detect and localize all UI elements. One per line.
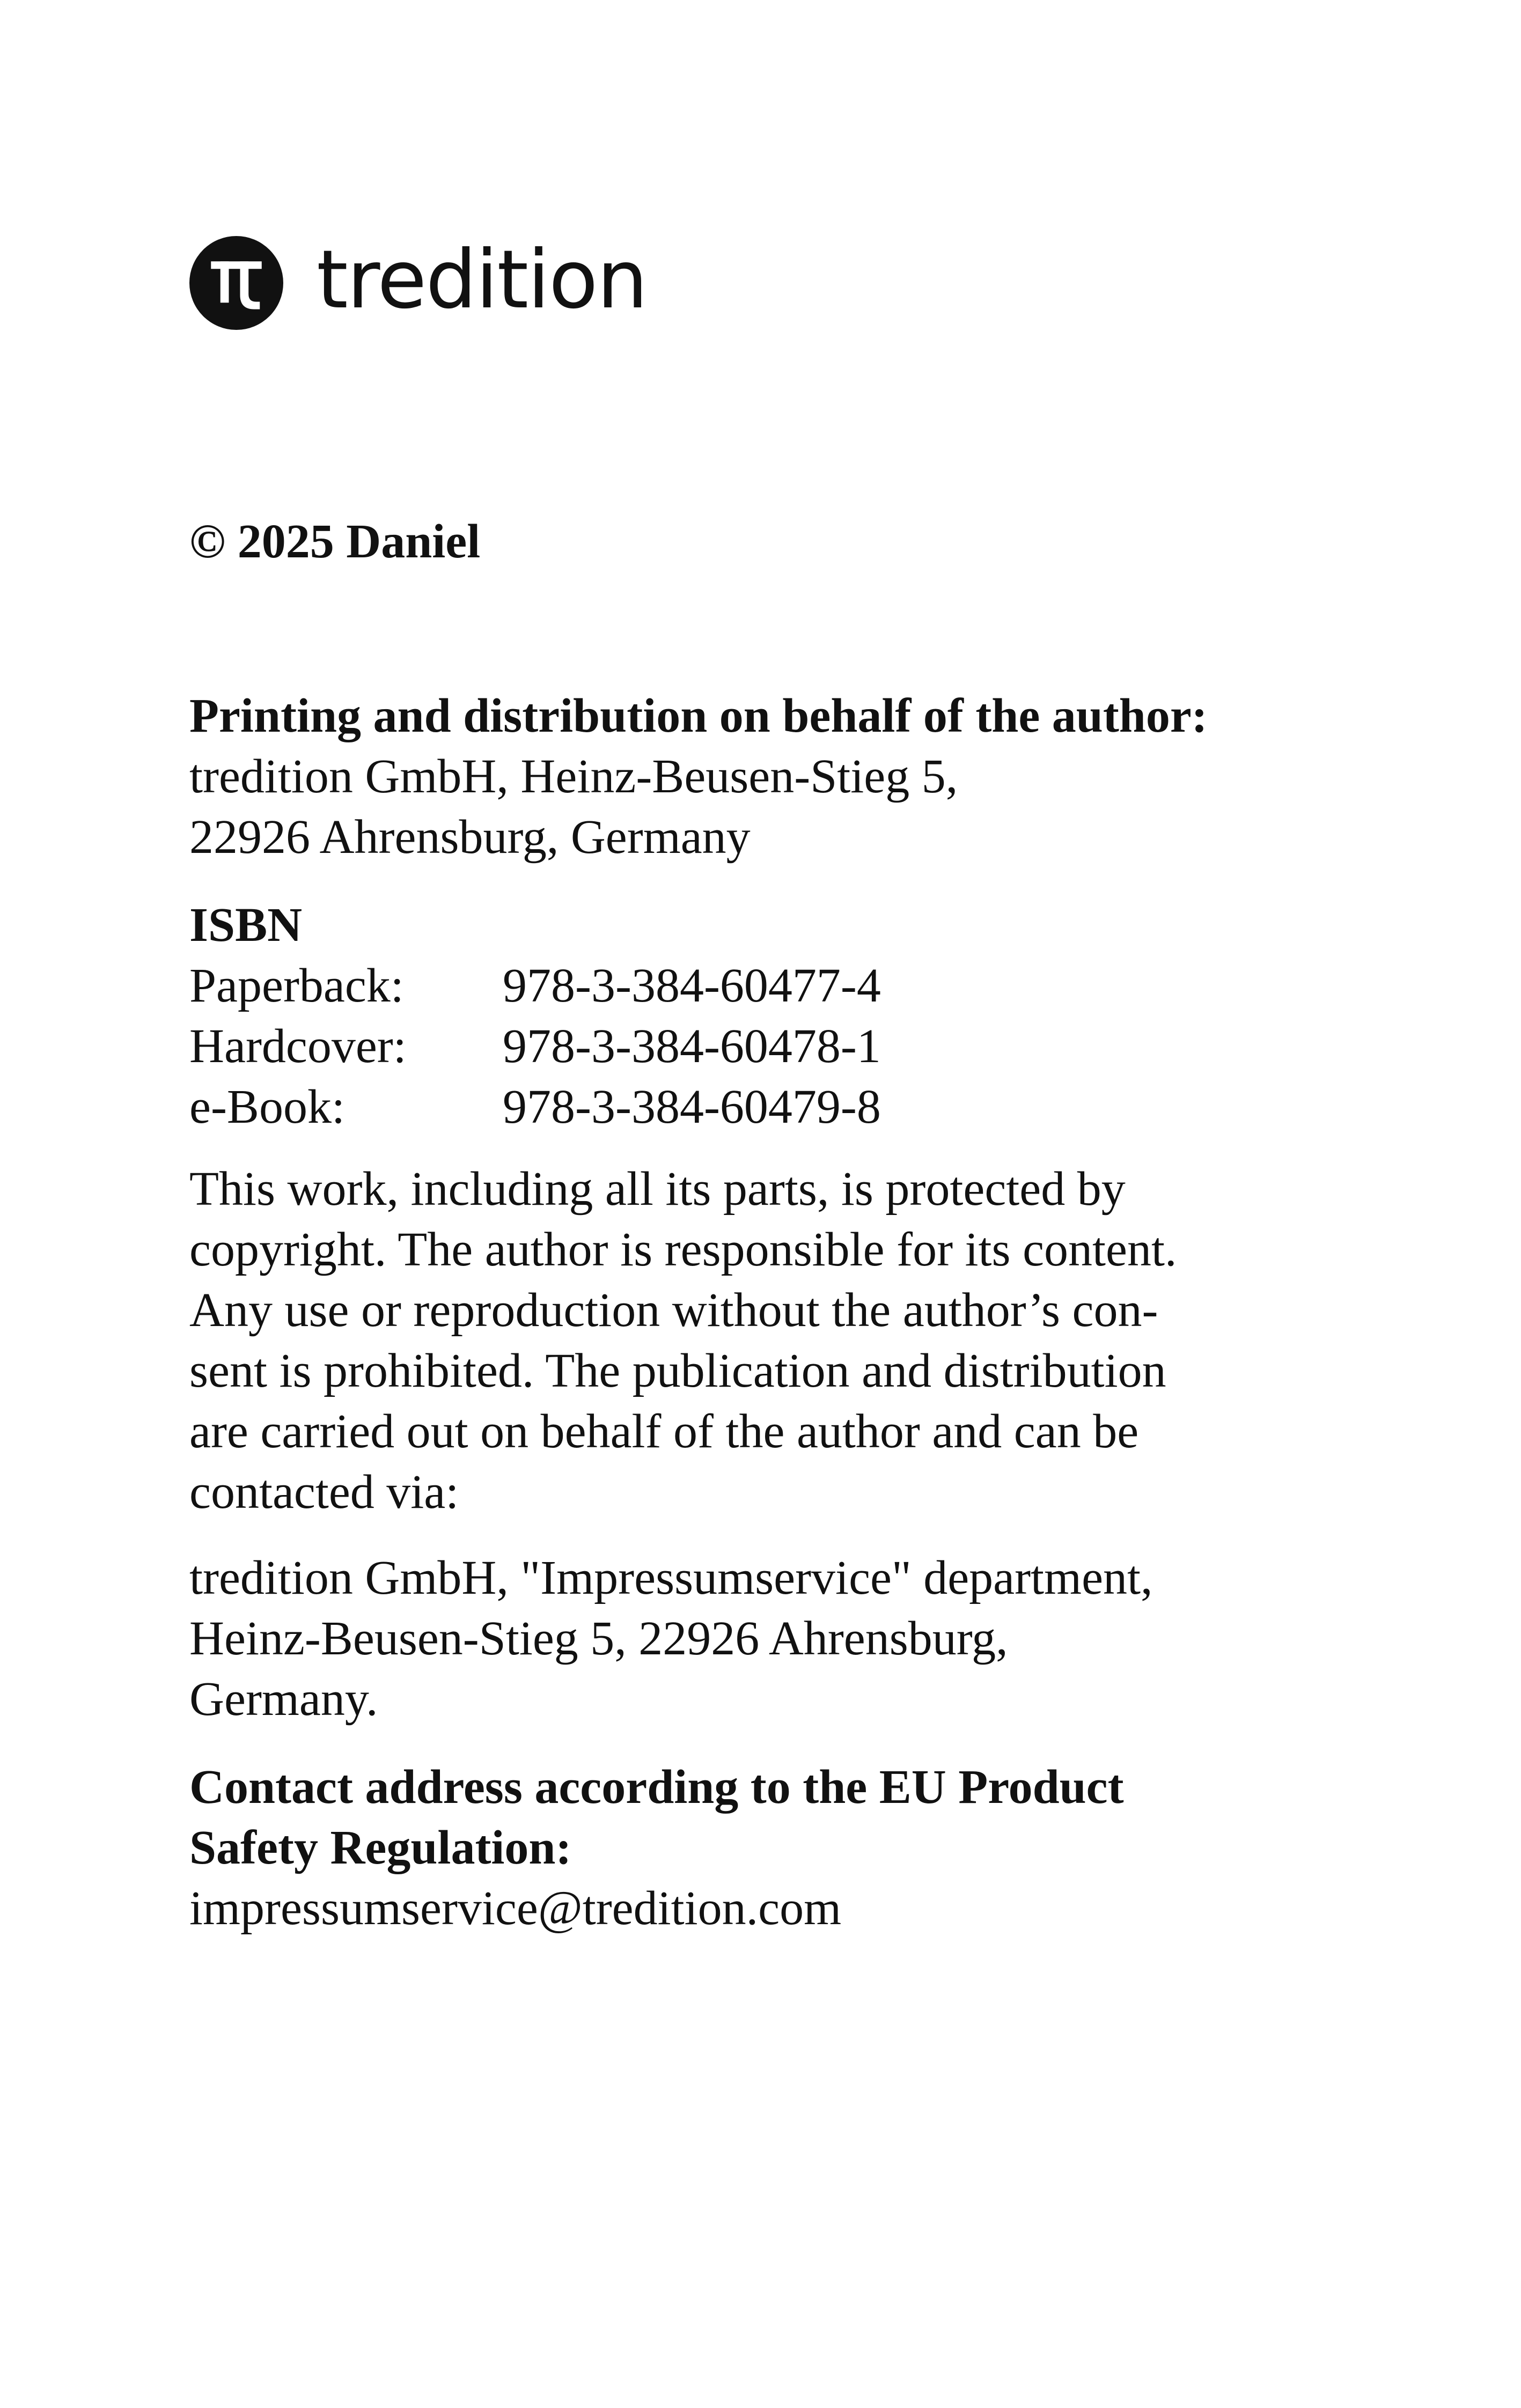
- isbn-label: Hardcover:: [189, 1020, 407, 1073]
- isbn-section: [189, 895, 1343, 1137]
- printing-heading: Printing and distribution on behalf of the author:: [189, 689, 1208, 742]
- isbn-row-hardcover: [189, 1016, 1343, 1077]
- isbn-heading: ISBN: [189, 899, 303, 952]
- address-line: Germany.: [189, 1673, 378, 1726]
- statement-line: This work, including all its parts, is protected by: [189, 1162, 1126, 1216]
- copyright-statement: [189, 1159, 1343, 1522]
- copyright-notice: © 2025 Daniel: [189, 515, 481, 568]
- statement-line: contacted via:: [189, 1466, 459, 1519]
- isbn-label: e-Book:: [189, 1080, 345, 1133]
- statement-line: copyright. The author is responsible for its content.: [189, 1223, 1177, 1276]
- isbn-row-paperback: [189, 955, 1343, 1016]
- isbn-value: 978-3-384-60477-4: [503, 959, 881, 1012]
- address-line: Heinz-Beusen-Stieg 5, 22926 Ahrensburg,: [189, 1612, 1008, 1665]
- contact-postal-address: [189, 1548, 1343, 1729]
- contact-email: impressumservice@tredition.com: [189, 1882, 842, 1935]
- logo-wordmark: tredition: [317, 233, 647, 327]
- contact-heading: Safety Regulation:: [189, 1821, 572, 1874]
- eu-safety-contact: [189, 1757, 1343, 1939]
- statement-line: are carried out on behalf of the author and can be: [189, 1405, 1139, 1458]
- isbn-row-ebook: [189, 1077, 1343, 1137]
- tredition-logo-icon: [189, 236, 283, 330]
- isbn-value: 978-3-384-60478-1: [503, 1020, 881, 1073]
- printing-line: tredition GmbH, Heinz-Beusen-Stieg 5,: [189, 750, 958, 803]
- publisher-logo: [189, 233, 647, 330]
- printing-line: 22926 Ahrensburg, Germany: [189, 811, 751, 864]
- isbn-value: 978-3-384-60479-8: [503, 1080, 881, 1133]
- printing-section: [189, 686, 1343, 867]
- statement-line: Any use or reproduction without the author’s con-: [189, 1284, 1158, 1337]
- statement-line: sent is prohibited. The publication and distribution: [189, 1344, 1166, 1397]
- contact-heading: Contact address according to the EU Product: [189, 1761, 1124, 1814]
- address-line: tredition GmbH, "Impressumservice" department,: [189, 1551, 1153, 1604]
- isbn-label: Paperback:: [189, 959, 404, 1012]
